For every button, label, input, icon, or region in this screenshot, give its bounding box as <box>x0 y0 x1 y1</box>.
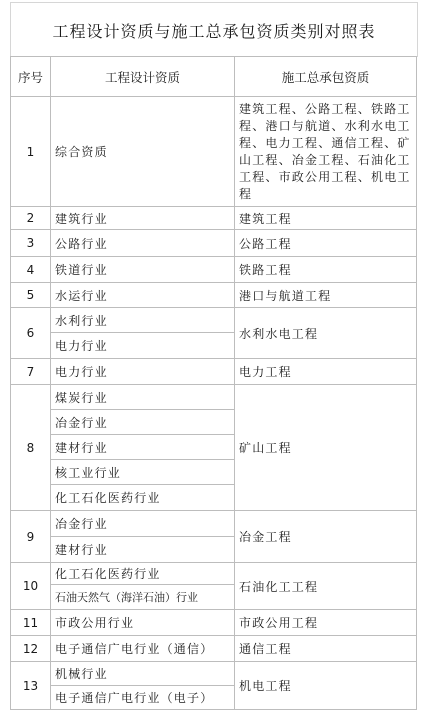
construction-cell: 公路工程 <box>235 230 417 257</box>
design-cell: 建材行业 <box>51 537 235 563</box>
table-row <box>11 230 417 257</box>
design-cell: 建筑行业 <box>51 207 235 230</box>
table-row <box>11 359 417 385</box>
design-cell: 电力行业 <box>51 333 235 359</box>
design-cell: 机械行业 <box>51 662 235 686</box>
construction-cell: 市政公用工程 <box>235 610 417 636</box>
table-row <box>11 97 417 207</box>
design-cell: 建材行业 <box>51 435 235 460</box>
table-row <box>11 636 417 662</box>
header-design: 工程设计资质 <box>51 57 235 97</box>
design-cell: 电力行业 <box>51 359 235 385</box>
row-no: 8 <box>11 385 51 511</box>
row-no: 7 <box>11 359 51 385</box>
table-row <box>11 563 417 585</box>
construction-cell: 石油化工工程 <box>235 563 417 610</box>
design-cell: 公路行业 <box>51 230 235 257</box>
construction-cell: 冶金工程 <box>235 511 417 563</box>
row-no: 11 <box>11 610 51 636</box>
construction-cell: 通信工程 <box>235 636 417 662</box>
table-row <box>11 308 417 333</box>
design-cell: 冶金行业 <box>51 410 235 435</box>
row-no: 1 <box>11 97 51 207</box>
row-no: 2 <box>11 207 51 230</box>
table-row <box>11 207 417 230</box>
construction-cell: 机电工程 <box>235 662 417 710</box>
design-cell: 化工石化医药行业 <box>51 485 235 511</box>
design-cell: 电子通信广电行业（电子） <box>51 686 235 710</box>
table-row <box>11 385 417 410</box>
table-row <box>11 610 417 636</box>
row-no: 6 <box>11 308 51 359</box>
table-title: 工程设计资质与施工总承包资质类别对照表 <box>10 2 418 57</box>
construction-cell: 矿山工程 <box>235 385 417 511</box>
design-cell: 电子通信广电行业（通信） <box>51 636 235 662</box>
row-no: 5 <box>11 283 51 308</box>
table-row <box>11 257 417 283</box>
row-no: 9 <box>11 511 51 563</box>
table-row <box>11 283 417 308</box>
row-no: 3 <box>11 230 51 257</box>
qualification-table <box>10 56 417 710</box>
design-cell: 化工石化医药行业 <box>51 563 235 585</box>
design-cell: 综合资质 <box>51 97 235 207</box>
row-no: 10 <box>11 563 51 610</box>
table-row <box>11 511 417 537</box>
design-cell: 核工业行业 <box>51 460 235 485</box>
design-cell: 水利行业 <box>51 308 235 333</box>
construction-cell: 港口与航道工程 <box>235 283 417 308</box>
design-cell: 石油天然气（海洋石油）行业 <box>51 585 235 610</box>
construction-cell: 电力工程 <box>235 359 417 385</box>
design-cell: 水运行业 <box>51 283 235 308</box>
header-row <box>11 57 417 97</box>
design-cell: 铁道行业 <box>51 257 235 283</box>
row-no: 12 <box>11 636 51 662</box>
design-cell: 市政公用行业 <box>51 610 235 636</box>
row-no: 13 <box>11 662 51 710</box>
construction-cell: 水利水电工程 <box>235 308 417 359</box>
construction-cell: 铁路工程 <box>235 257 417 283</box>
construction-cell: 建筑工程 <box>235 207 417 230</box>
design-cell: 煤炭行业 <box>51 385 235 410</box>
design-cell: 冶金行业 <box>51 511 235 537</box>
header-no: 序号 <box>11 57 51 97</box>
row-no: 4 <box>11 257 51 283</box>
construction-cell: 建筑工程、公路工程、铁路工程、港口与航道、水利水电工程、电力工程、通信工程、矿山工程、冶金工程、石油化工工程、市政公用工程、机电工程 <box>235 97 417 207</box>
header-construction: 施工总承包资质 <box>235 57 417 97</box>
table-row <box>11 662 417 686</box>
